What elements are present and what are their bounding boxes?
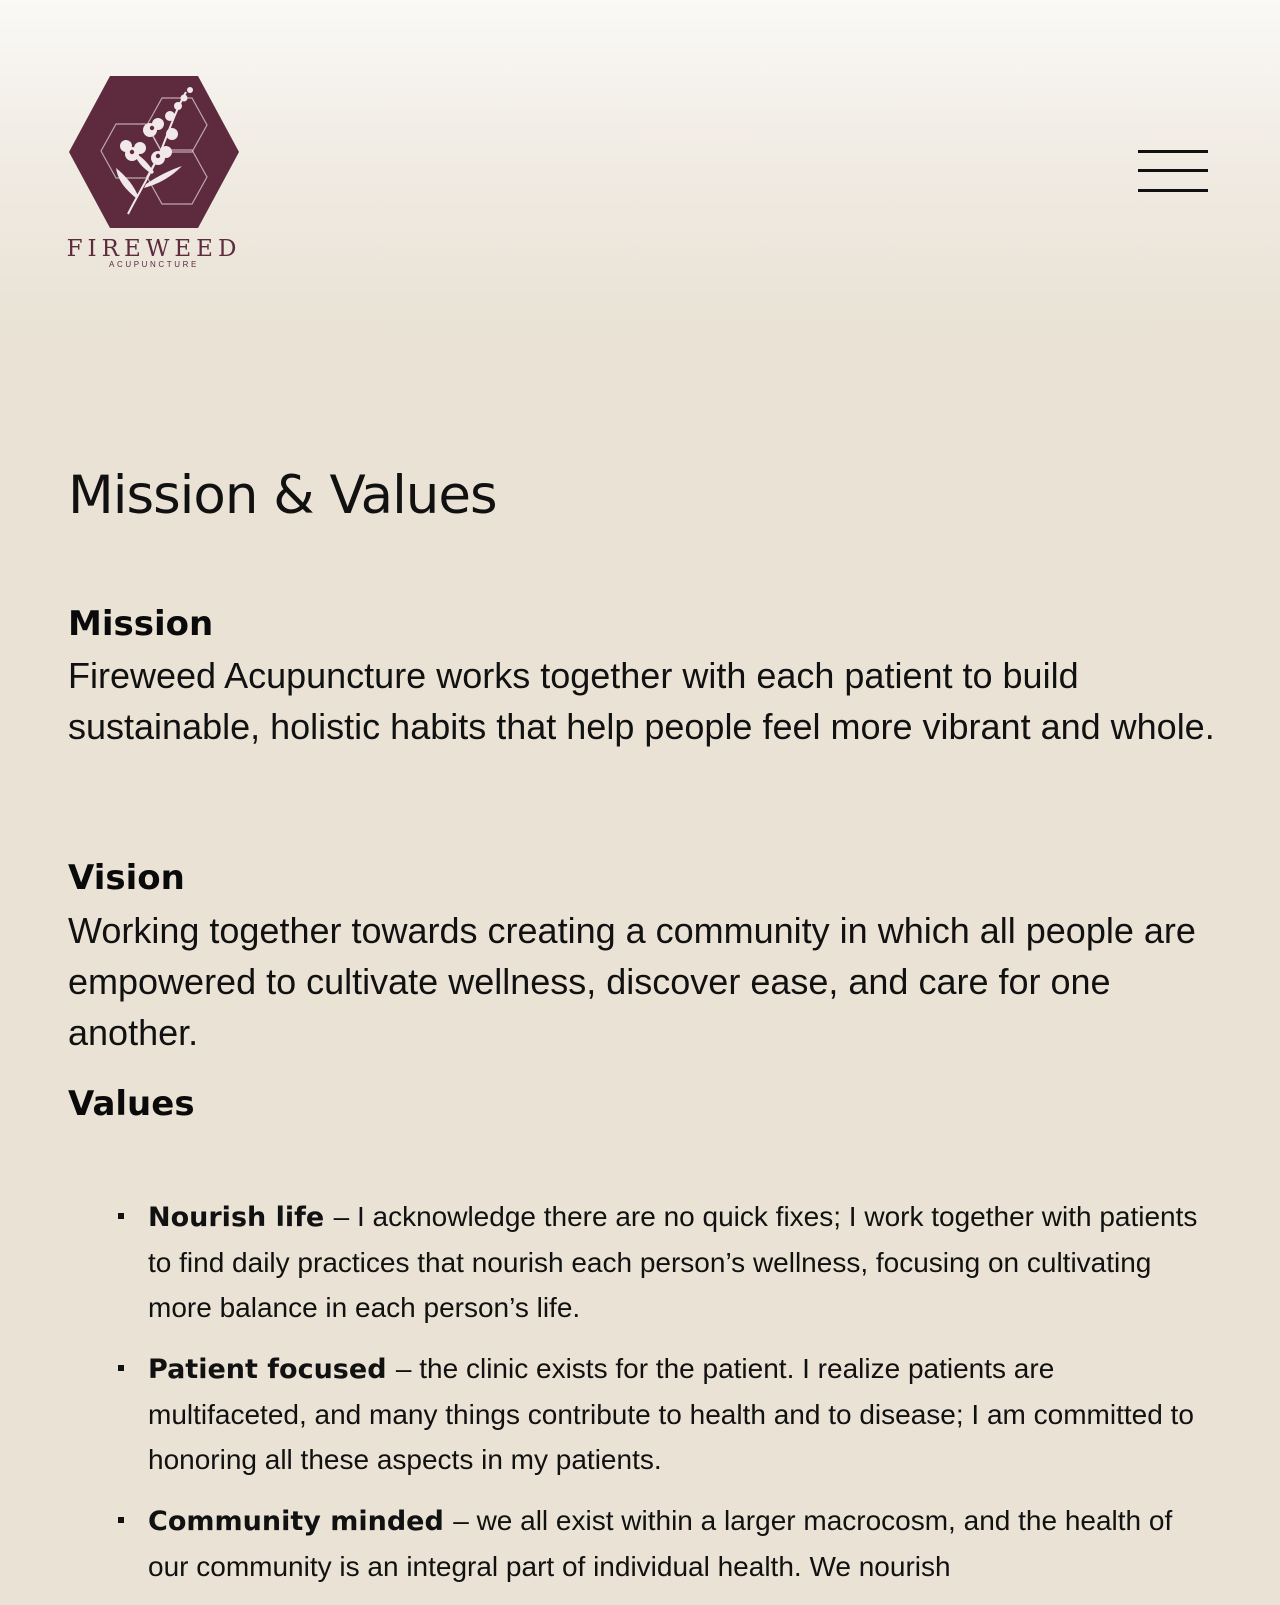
value-description: – I acknowledge there are no quick fixes; I work together with patients to find daily practices that nourish each person’s wellness, focusing on cultivating more balance in each person’s life. — [148, 1201, 1198, 1323]
value-description: – the clinic exists for the patient. I realize patients are multifaceted, and many things contribute to health and to disease; I am committed to honoring all these aspects in my patients. — [148, 1353, 1194, 1475]
fireweed-logo-link[interactable] — [66, 76, 242, 276]
list-item — [68, 1346, 1218, 1482]
bullet-icon — [118, 1365, 124, 1371]
bullet-icon — [118, 1213, 124, 1219]
hamburger-menu-icon — [1138, 150, 1208, 153]
mission-text: Fireweed Acupuncture works together with each patient to build sustainable, holistic habits that help people feel more vibrant and whole. — [68, 655, 1215, 747]
fireweed-flower-hexagon-icon — [66, 76, 242, 236]
values-heading: Values — [68, 1084, 195, 1124]
brand-name: FIREWEED — [66, 236, 242, 262]
hamburger-menu-icon-middle — [1138, 169, 1208, 172]
vision-heading: Vision — [68, 858, 185, 898]
values-list — [68, 1194, 1218, 1605]
list-item — [68, 1498, 1218, 1589]
list-item — [68, 1194, 1218, 1330]
vision-text: Working together towards creating a community in which all people are empowered to cultivate wellness, discover ease, and care for one another. — [68, 910, 1196, 1053]
menu-button[interactable] — [1136, 148, 1210, 196]
value-name: Patient focused — [148, 1354, 396, 1385]
bullet-icon — [118, 1517, 124, 1523]
value-description: – we all exist within a larger macrocosm, and the health of our community is an integral part of individual health. We nourish — [148, 1505, 1173, 1582]
value-name: Community minded — [148, 1506, 454, 1537]
value-name: Nourish life — [148, 1202, 334, 1233]
page-title: Mission & Values — [68, 465, 497, 526]
brand-tagline: ACUPUNCTURE — [109, 260, 199, 269]
mission-heading: Mission — [68, 604, 214, 644]
hamburger-menu-icon-bottom — [1138, 189, 1208, 192]
